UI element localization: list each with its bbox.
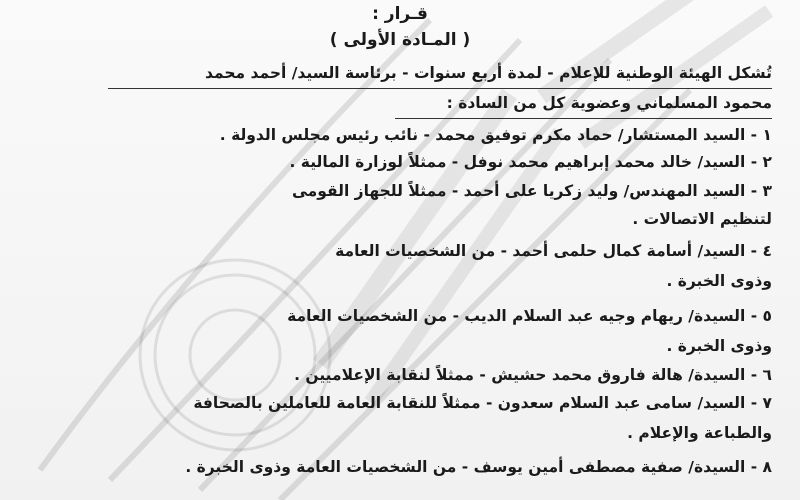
- list-item-8: ٨ - السيدة/ صفية مصطفى أمين يوسف - من الشخصيات العامة وذوى الخبرة .: [185, 458, 772, 476]
- list-item-3: ٣ - السيد المهندس/ وليد زكريا على أحمد - ممثلاً للجهاز القومى: [291, 182, 772, 200]
- list-item-4: ٤ - السيد/ أسامة كمال حلمى أحمد - من الشخصيات العامة: [335, 242, 772, 260]
- decree-heading: قـرار :: [372, 4, 428, 24]
- intro-line-2: محمود المسلماني وعضوية كل من السادة :: [446, 94, 772, 112]
- underline-rule-1: [108, 88, 772, 89]
- list-item-1: ١ - السيد المستشار/ حماد مكرم توفيق محمد - نائب رئيس مجلس الدولة .: [219, 126, 772, 144]
- list-item-2: ٢ - السيد/ خالد محمد إبراهيم محمد نوفل - ممثلاً لوزارة المالية .: [289, 153, 772, 171]
- intro-line-1: تُشكل الهيئة الوطنية للإعلام - لمدة أربع سنوات - برئاسة السيد/ أحمد محمد: [205, 64, 772, 82]
- underline-rule-2: [395, 118, 772, 119]
- list-item-4-continued: وذوى الخبرة .: [666, 272, 772, 290]
- list-item-5-continued: وذوى الخبرة .: [666, 337, 772, 355]
- list-item-7-continued: والطباعة والإعلام .: [627, 424, 772, 442]
- list-item-7: ٧ - السيد/ سامى عبد السلام سعدون - ممثلاً للنقابة العامة للعاملين بالصحافة: [193, 394, 772, 412]
- list-item-5: ٥ - السيدة/ ريهام وجيه عبد السلام الديب - من الشخصيات العامة: [287, 307, 772, 325]
- article-heading: ( المـادة الأولى ): [329, 30, 471, 50]
- list-item-6: ٦ - السيدة/ هالة فاروق محمد حشيش - ممثلاً لنقابة الإعلاميين .: [294, 366, 772, 384]
- list-item-3-continued: لتنظيم الاتصالات .: [632, 210, 772, 228]
